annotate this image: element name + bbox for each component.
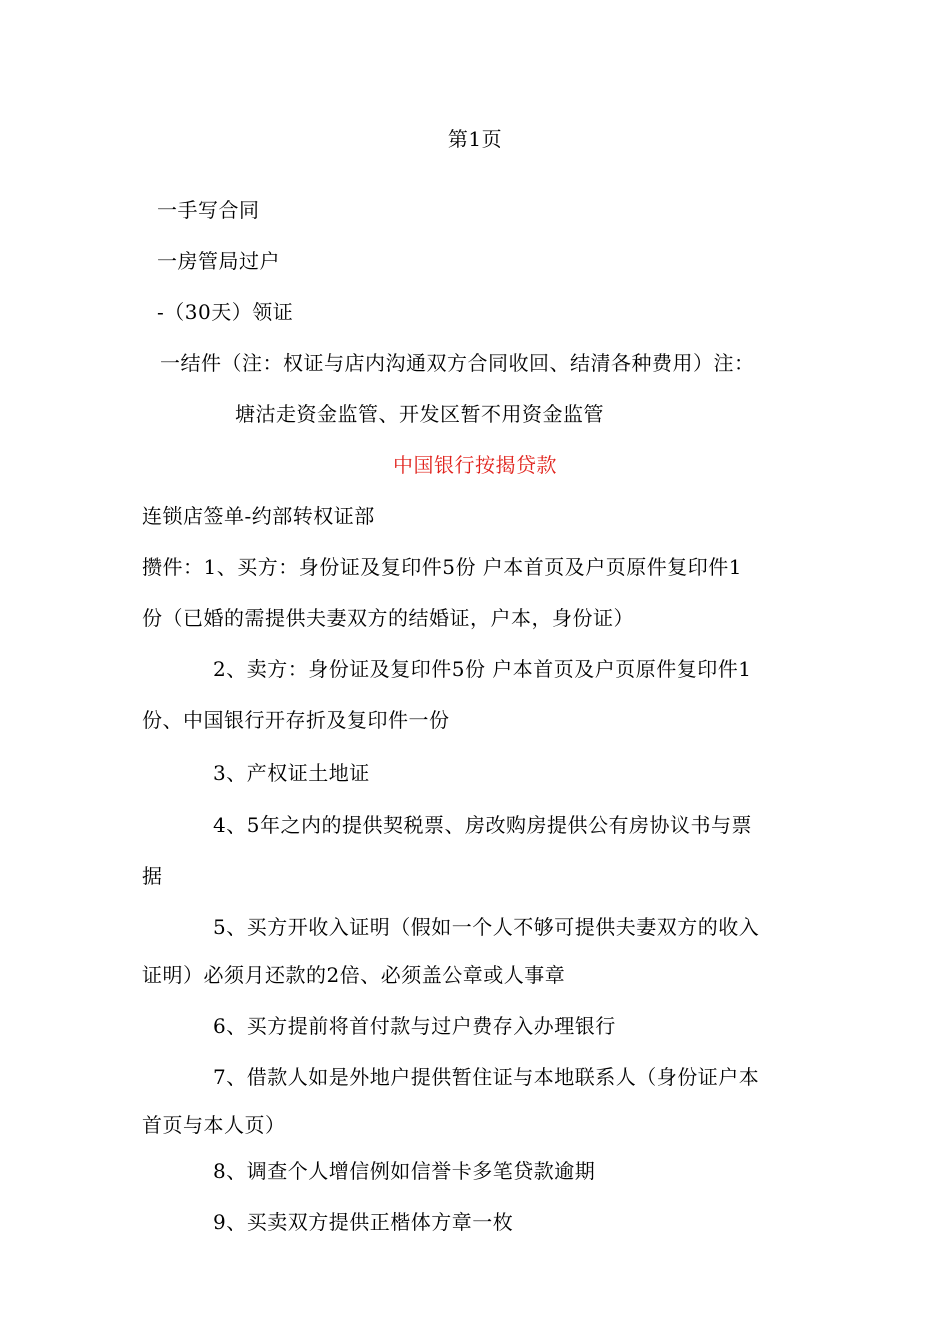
item-4-line-2: 据 — [142, 864, 163, 888]
item-1-line-1: 攒件：1、买方：身份证及复印件5份 户本首页及户页原件复印件1 — [142, 555, 743, 579]
item-9: 9、买卖双方提供正楷体方章一枚 — [213, 1210, 514, 1234]
item-2-line-1: 2、卖方：身份证及复印件5份 户本首页及户页原件复印件1 — [213, 657, 752, 681]
process-step-closing: 一结件（注：权证与店内沟通双方合同收回、结清各种费用）注： — [160, 351, 755, 375]
process-note: 塘沽走资金监管、开发区暂不用资金监管 — [235, 402, 604, 426]
process-step-transfer: 一房管局过户 — [157, 249, 280, 273]
item-2-line-2: 份、中国银行开存折及复印件一份 — [142, 708, 450, 732]
intro-line: 连锁店签单-约部转权证部 — [142, 504, 375, 528]
item-6: 6、买方提前将首付款与过户费存入办理银行 — [213, 1014, 616, 1038]
item-7-line-1: 7、借款人如是外地户提供暂住证与本地联系人（身份证户本 — [213, 1065, 760, 1089]
page-number: 第1页 — [447, 127, 503, 151]
section-title: 中国银行按揭贷款 — [393, 453, 557, 477]
process-step-certificate: -（30天）领证 — [157, 300, 294, 324]
item-7-line-2: 首页与本人页） — [142, 1113, 286, 1137]
item-5-line-1: 5、买方开收入证明（假如一个人不够可提供夫妻双方的收入 — [213, 915, 760, 939]
item-4-line-1: 4、5年之内的提供契税票、房改购房提供公有房协议书与票 — [213, 813, 752, 837]
item-5-line-2: 证明）必须月还款的2倍、必须盖公章或人事章 — [142, 963, 566, 987]
process-step-contract: 一手写合同 — [157, 198, 260, 222]
item-8: 8、调查个人增信例如信誉卡多笔贷款逾期 — [213, 1159, 596, 1183]
item-3: 3、产权证土地证 — [213, 761, 370, 785]
item-1-line-2: 份（已婚的需提供夫妻双方的结婚证，户本，身份证） — [142, 606, 634, 630]
